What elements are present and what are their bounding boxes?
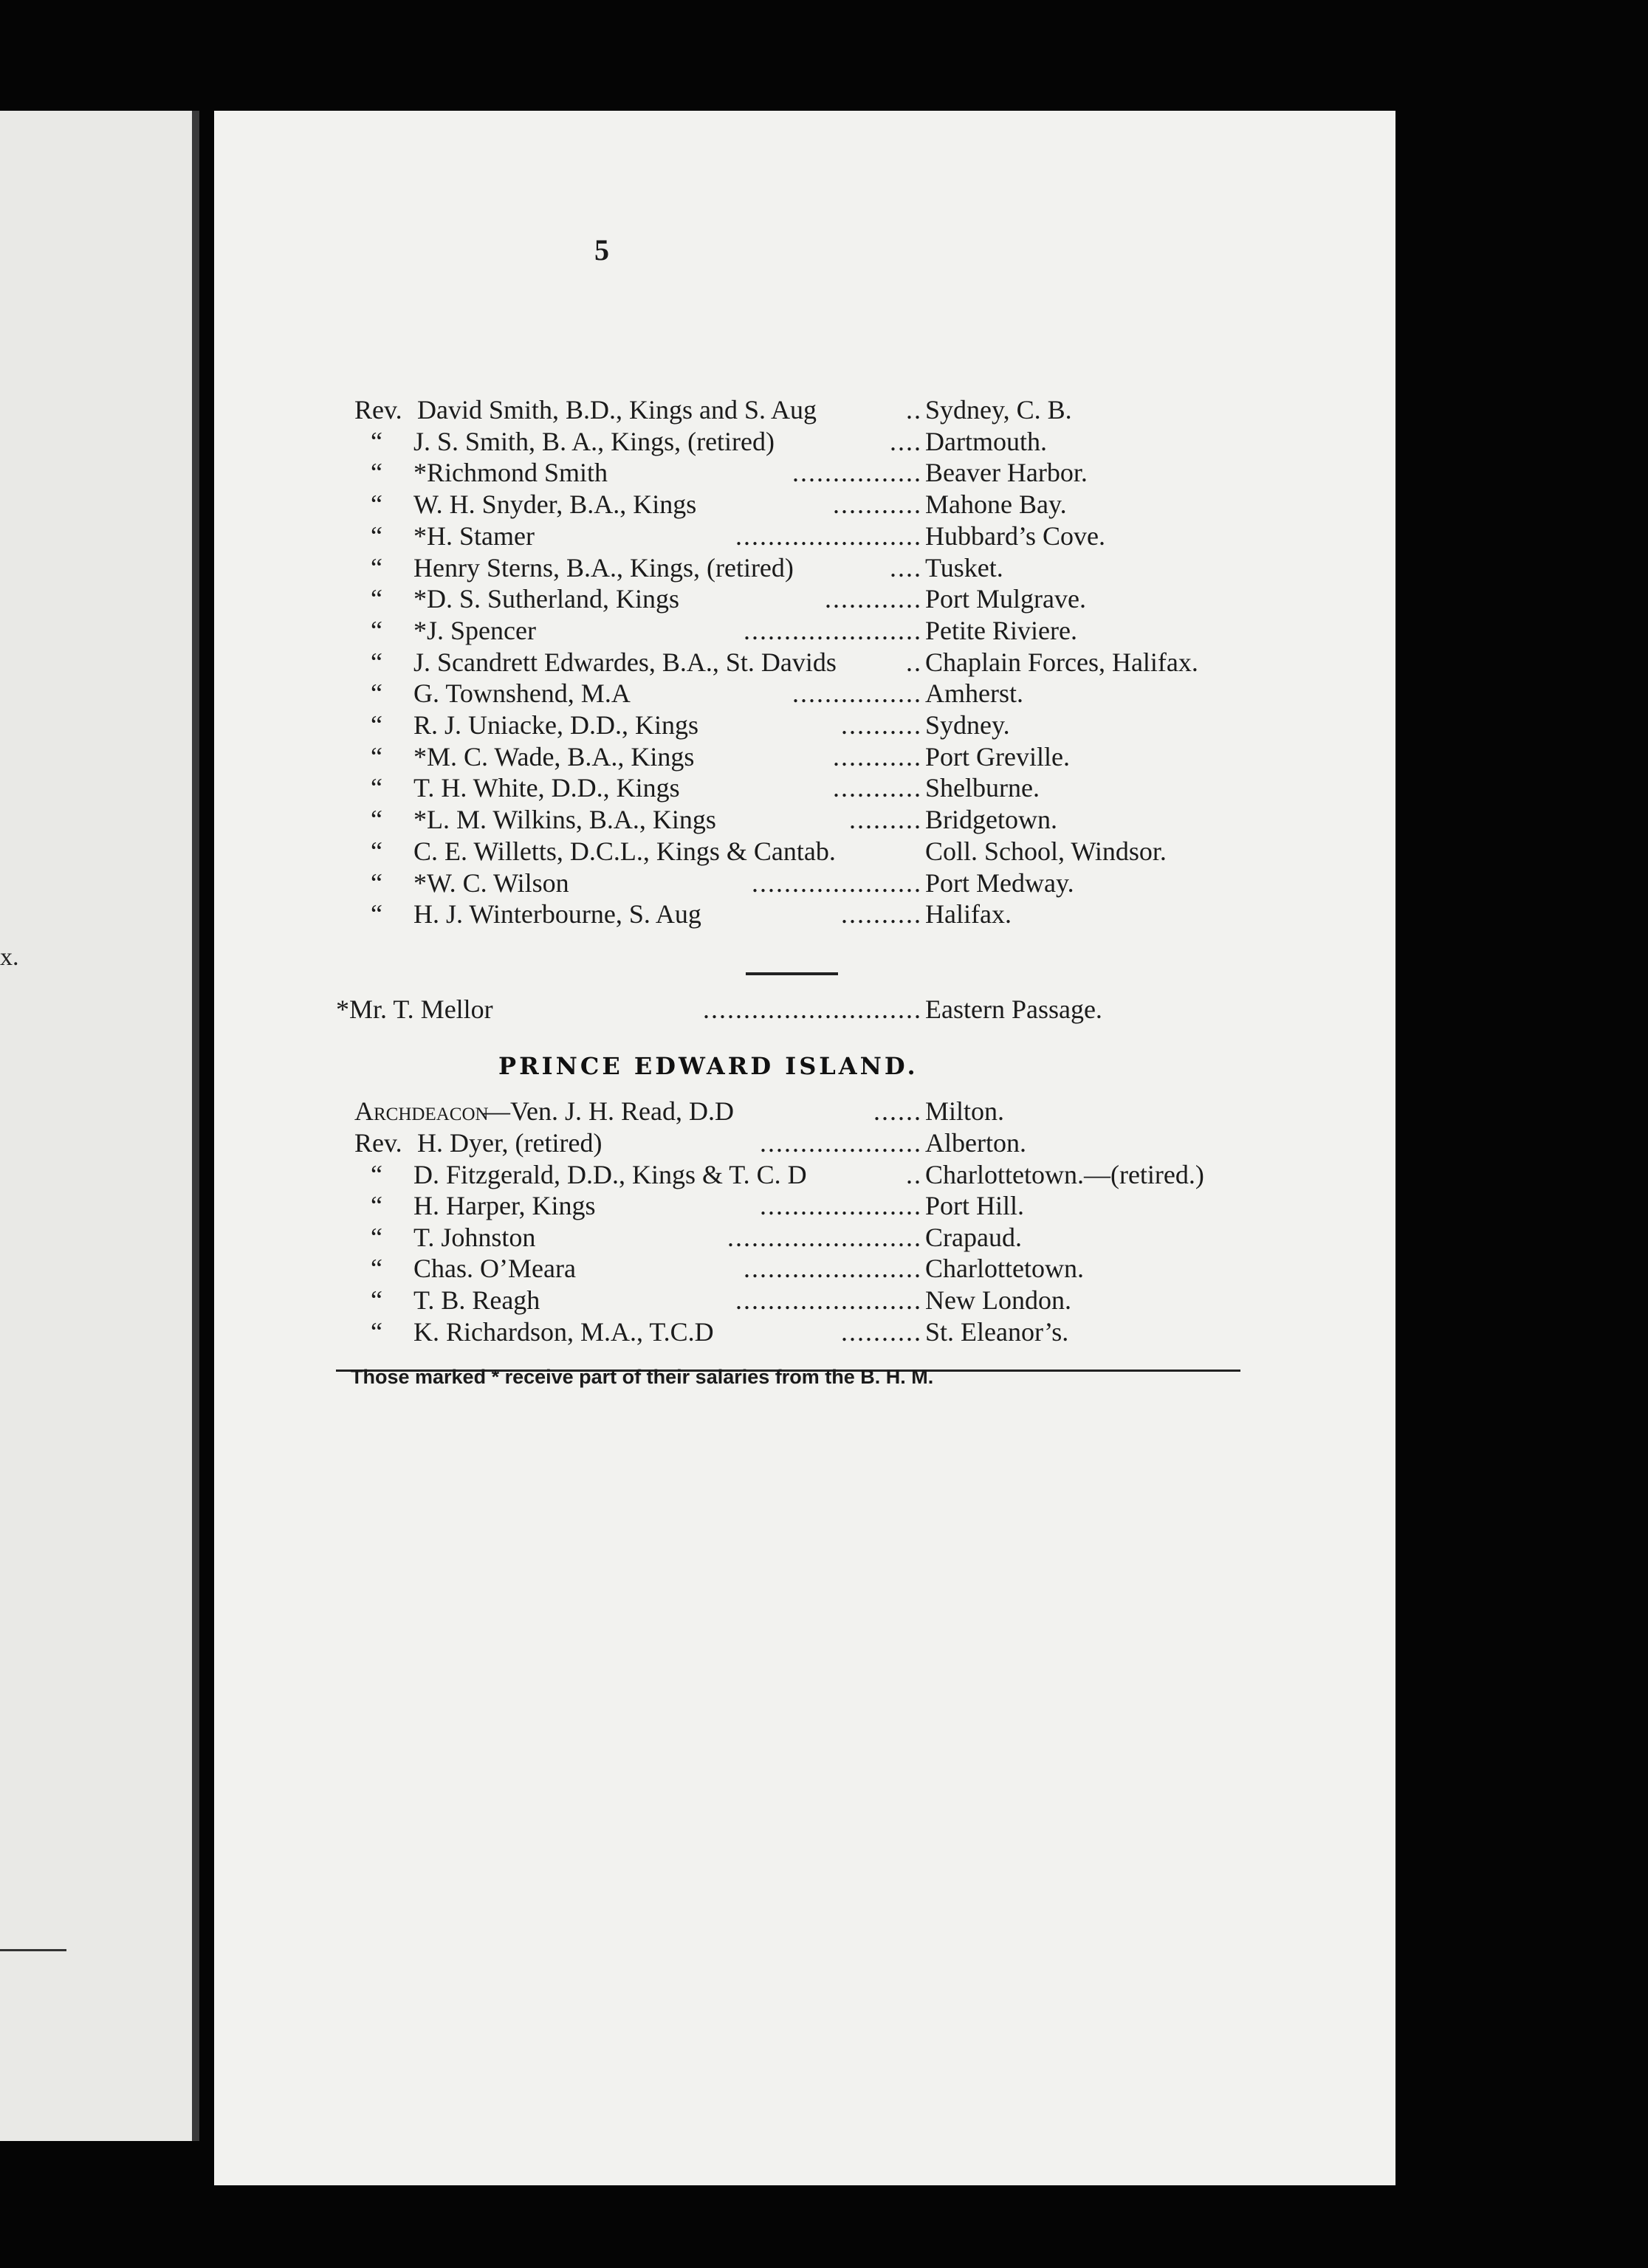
dot-leader: .... [890, 552, 922, 583]
directory-entry [0, 1285, 1255, 1315]
directory-entry [0, 616, 1255, 645]
directory-entry [0, 1128, 1255, 1158]
directory-entry [0, 521, 1255, 551]
clergy-name: *Richmond Smith [413, 458, 608, 488]
directory-entry [0, 553, 1255, 583]
dot-leader: .. [906, 1159, 922, 1189]
entry-prefix: “ [371, 520, 382, 551]
directory-entry [0, 584, 1255, 614]
dot-leader: .. [906, 647, 922, 677]
entry-prefix: “ [371, 647, 382, 677]
parish-location: New London. [925, 1285, 1071, 1315]
clergy-name: *D. S. Sutherland, Kings [413, 584, 679, 614]
parish-location: Hubbard’s Cove. [925, 520, 1105, 551]
clergy-name: J. Scandrett Edwardes, B.A., St. Davids [413, 647, 837, 677]
directory-entry [0, 1223, 1255, 1252]
entry-prefix: Rev. [354, 1128, 402, 1158]
parish-location: Sydney, C. B. [925, 395, 1072, 425]
parish-location: Halifax. [925, 899, 1012, 929]
parish-location: Port Hill. [925, 1191, 1025, 1221]
parish-location: Milton. [925, 1096, 1005, 1126]
entry-prefix: “ [371, 773, 382, 803]
dot-leader: ................ [792, 678, 922, 709]
parish-location: Beaver Harbor. [925, 458, 1088, 488]
parish-location: Bridgetown. [925, 805, 1057, 835]
parish-location: Dartmouth. [925, 426, 1047, 456]
entry-prefix: “ [371, 710, 382, 740]
parish-location: Amherst. [925, 678, 1023, 709]
dot-leader: ....................... [735, 1285, 922, 1315]
parish-location: Coll. School, Windsor. [925, 836, 1167, 866]
directory-entry [0, 1191, 1255, 1220]
dot-leader: ........... [833, 773, 922, 803]
dot-leader: ..................... [752, 867, 922, 898]
entry-prefix: “ [371, 458, 382, 488]
dot-leader: .................... [760, 1128, 922, 1158]
parish-location: Sydney. [925, 710, 1010, 740]
dot-leader: ...... [873, 1096, 922, 1126]
directory-entry [0, 1160, 1255, 1189]
clergy-name: T. H. White, D.D., Kings [413, 773, 680, 803]
entry-prefix: “ [371, 1191, 382, 1221]
clergy-name: W. H. Snyder, B.A., Kings [413, 489, 697, 520]
section-heading-pei: PRINCE EDWARD ISLAND. [498, 1052, 919, 1080]
directory-entry [0, 1317, 1255, 1347]
footnote: Those marked * receive part of their salaries from the B. H. M. [351, 1366, 934, 1388]
clergy-name: *Mr. T. Mellor [336, 994, 493, 1024]
directory-entry [0, 678, 1255, 708]
entry-prefix: “ [371, 1316, 382, 1347]
clergy-name: *H. Stamer [413, 520, 535, 551]
parish-location: Port Medway. [925, 867, 1074, 898]
clergy-name: G. Townshend, M.A [413, 678, 631, 709]
dot-leader: .... [890, 426, 922, 456]
page-number: 5 [594, 233, 609, 267]
clergy-name: Henry Sterns, B.A., Kings, (retired) [413, 552, 794, 583]
parish-location: Port Greville. [925, 741, 1070, 772]
parish-location: Petite Riviere. [925, 615, 1077, 645]
parish-location: Tusket. [925, 552, 1003, 583]
parish-location: Charlottetown.—(retired.) [925, 1159, 1204, 1189]
clergy-name: K. Richardson, M.A., T.C.D [413, 1316, 714, 1347]
dot-leader: ......... [849, 805, 922, 835]
directory-entry [0, 1254, 1255, 1283]
clergy-name: R. J. Uniacke, D.D., Kings [413, 710, 698, 740]
section-divider [746, 972, 838, 975]
clergy-name: H. Harper, Kings [413, 1191, 596, 1221]
dot-leader: ........... [833, 489, 922, 520]
clergy-name: *M. C. Wade, B.A., Kings [413, 741, 695, 772]
parish-location: Port Mulgrave. [925, 584, 1086, 614]
entry-prefix: “ [371, 426, 382, 456]
dot-leader: .................... [760, 1191, 922, 1221]
parish-location: Shelburne. [925, 773, 1040, 803]
clergy-name: Chas. O’Meara [413, 1254, 576, 1284]
clergy-name: *J. Spencer [413, 615, 536, 645]
clergy-name: C. E. Willetts, D.C.L., Kings & Cantab. [413, 836, 836, 866]
directory-entry [0, 836, 1255, 866]
entry-prefix: “ [371, 899, 382, 929]
parish-location: Alberton. [925, 1128, 1026, 1158]
entry-prefix: “ [371, 584, 382, 614]
directory-entry [0, 773, 1255, 803]
clergy-name: T. B. Reagh [413, 1285, 540, 1315]
entry-prefix: “ [371, 1285, 382, 1315]
dot-leader: ........... [833, 741, 922, 772]
directory-entry [0, 1096, 1255, 1126]
dot-leader: ........................... [703, 994, 922, 1024]
clergy-name: H. Dyer, (retired) [417, 1128, 602, 1158]
parish-location: Mahone Bay. [925, 489, 1067, 520]
directory-entry [0, 805, 1255, 834]
clergy-name: *L. M. Wilkins, B.A., Kings [413, 805, 716, 835]
entry-prefix: “ [371, 552, 382, 583]
directory-entry [0, 647, 1255, 677]
entry-prefix: “ [371, 867, 382, 898]
directory-entry [0, 395, 1255, 425]
parish-location: Chaplain Forces, Halifax. [925, 647, 1198, 677]
directory-entry [0, 899, 1255, 929]
dot-leader: ....................... [735, 520, 922, 551]
directory-entry [0, 710, 1255, 740]
parish-location: Eastern Passage. [925, 994, 1102, 1024]
entry-prefix: “ [371, 615, 382, 645]
dot-leader: ............ [825, 584, 922, 614]
entry-prefix: Rev. [354, 395, 402, 425]
entry-prefix: “ [371, 489, 382, 520]
entry-prefix: “ [371, 741, 382, 772]
left-page-fragment: x. [0, 944, 19, 971]
entry-prefix: “ [371, 836, 382, 866]
entry-prefix: “ [371, 1222, 382, 1252]
entry-prefix: Archdeacon [354, 1096, 489, 1126]
directory-entry [0, 868, 1255, 898]
parish-location: Crapaud. [925, 1222, 1022, 1252]
dot-leader: .......... [841, 710, 922, 740]
clergy-name: David Smith, B.D., Kings and S. Aug [417, 395, 817, 425]
entry-prefix: “ [371, 1254, 382, 1284]
clergy-name: H. J. Winterbourne, S. Aug [413, 899, 701, 929]
dot-leader: ........................ [727, 1222, 922, 1252]
parish-location: Charlottetown. [925, 1254, 1084, 1284]
dot-leader: ................ [792, 458, 922, 488]
clergy-name: —Ven. J. H. Read, D.D [484, 1096, 734, 1126]
dot-leader: .......... [841, 1316, 922, 1347]
directory-entry [0, 994, 1255, 1024]
clergy-name: J. S. Smith, B. A., Kings, (retired) [413, 426, 775, 456]
entry-prefix: “ [371, 805, 382, 835]
dot-leader: .. [906, 395, 922, 425]
entry-prefix: “ [371, 1159, 382, 1189]
directory-entry [0, 489, 1255, 519]
left-page-rule [0, 1949, 66, 1951]
clergy-name: D. Fitzgerald, D.D., Kings & T. C. D [413, 1159, 807, 1189]
clergy-name: T. Johnston [413, 1222, 536, 1252]
directory-entry [0, 427, 1255, 456]
directory-entry [0, 742, 1255, 772]
directory-entry [0, 458, 1255, 487]
dot-leader: ...................... [744, 615, 922, 645]
entry-prefix: “ [371, 678, 382, 709]
dot-leader: .......... [841, 899, 922, 929]
parish-location: St. Eleanor’s. [925, 1316, 1069, 1347]
clergy-name: *W. C. Wilson [413, 867, 569, 898]
dot-leader: ...................... [744, 1254, 922, 1284]
